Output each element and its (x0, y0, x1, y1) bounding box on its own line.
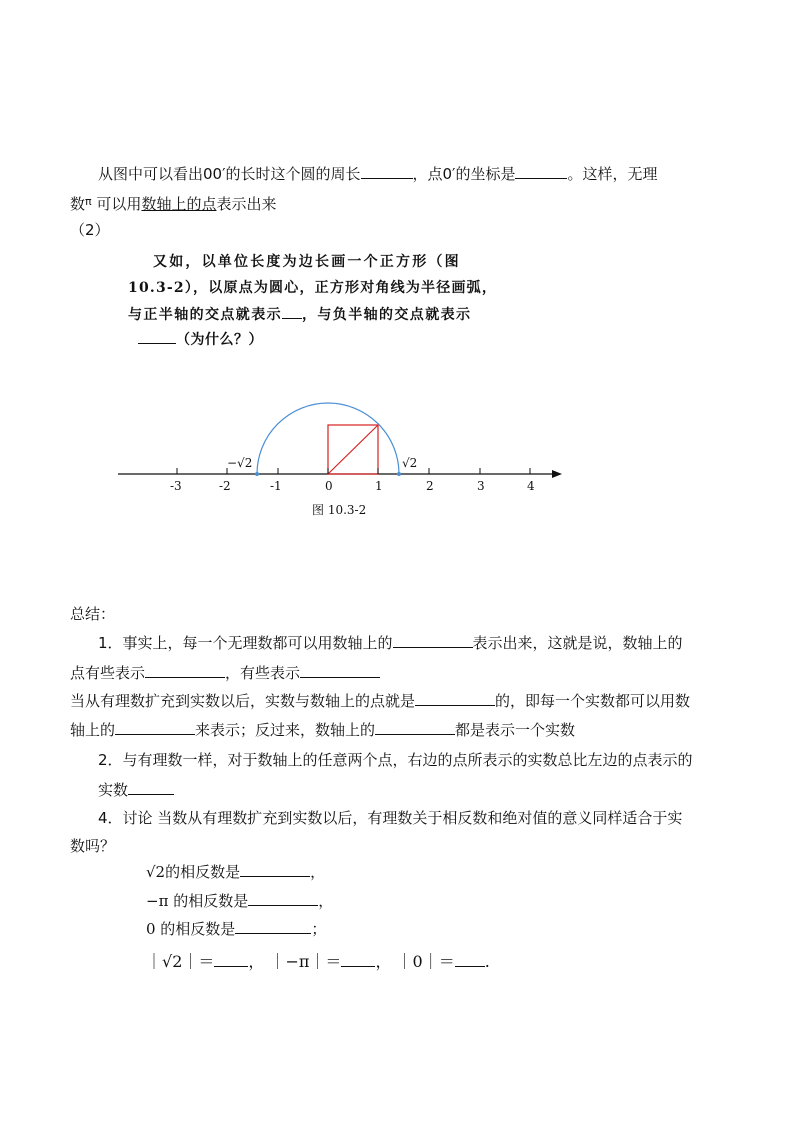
summary-p1-line1 (98, 632, 683, 653)
summary-p4-line2: 数吗？ (70, 837, 116, 855)
exercise-text: ｜−π｜＝ (269, 952, 342, 971)
example-why: （为什么？） (176, 332, 263, 348)
blank-correspondence[interactable] (415, 690, 495, 706)
blank-abs-zero[interactable] (455, 951, 485, 967)
punct: ， (248, 952, 265, 971)
blank-compare[interactable] (128, 779, 174, 795)
tick-label: 4 (527, 479, 535, 493)
pos-sqrt2-label: √2 (402, 456, 418, 470)
exercise-text: ｜√2｜＝ (146, 952, 215, 971)
figure-caption: 图 10.3-2 (312, 503, 367, 517)
blank-each-point[interactable] (375, 719, 455, 735)
punct: ； (311, 920, 327, 938)
summary-text: 轴上的 (70, 721, 116, 739)
punct: . (484, 952, 490, 971)
blank-represent-by[interactable] (115, 719, 195, 735)
para1-text-f: 表示出来 (216, 195, 277, 213)
number-line-figure (0, 0, 794, 530)
summary-p4-line1: 4．讨论 当数从有理数扩充到实数以后，有理数关于相反数和绝对值的意义同样适合于实 (98, 809, 683, 827)
summary-text: 来表示；反过来，数轴上的 (195, 721, 376, 739)
para1-text-d: 数 (70, 195, 86, 213)
tick-label: -1 (270, 479, 282, 493)
summary-text: 1．事实上，每一个无理数都可以用数轴上的 (98, 634, 393, 652)
summary-title: 总结： (70, 605, 116, 623)
summary-p1-line3 (70, 690, 690, 711)
blank-some-represent-1[interactable] (145, 662, 225, 678)
neg-sqrt2-label: −√2 (227, 456, 253, 470)
blank-points[interactable] (393, 632, 473, 648)
square-diagonal (328, 425, 378, 474)
exercise-q2 (146, 890, 333, 911)
item-2-label: （2） (70, 221, 110, 239)
point-pos-sqrt2 (397, 472, 401, 476)
tick-label: 3 (477, 479, 485, 493)
tick-label: 1 (375, 479, 383, 493)
summary-text: 的，即每一个实数都可以用数 (495, 692, 691, 710)
example-text-pos: 与正半轴的交点就表示 (128, 307, 282, 323)
punct: ， (310, 863, 326, 881)
punct: ， (318, 892, 334, 910)
blank-opposite-zero[interactable] (235, 918, 311, 934)
summary-p1-line4 (70, 719, 575, 740)
summary-p2-line1: 2．与有理数一样，对于数轴上的任意两个点，右边的点所表示的实数总比左边的点表示的 (98, 751, 693, 769)
summary-p2-line2 (98, 779, 174, 800)
example-line2: 10.3-2），以原点为圆心，正方形对角线为半径画弧， (128, 280, 498, 296)
exercise-abs (146, 951, 490, 972)
point-neg-sqrt2 (255, 472, 259, 476)
summary-p1-line2 (70, 662, 380, 683)
blank-opposite-sqrt2[interactable] (240, 861, 310, 877)
para1-text-c: 。这样，无理 (567, 165, 658, 183)
summary-text: ，有些表示 (225, 664, 301, 682)
tick-label: 2 (426, 479, 434, 493)
exercise-text: ｜0｜＝ (396, 952, 455, 971)
tick-label: 0 (325, 479, 333, 493)
exercise-q3 (146, 918, 326, 939)
exercise-text: 0 的相反数是 (146, 920, 236, 938)
blank-abs-neg-pi[interactable] (341, 951, 375, 967)
para1-text-e: 可以用 (96, 195, 142, 213)
summary-text: 当从有理数扩充到实数以后，实数与数轴上的点就是 (70, 692, 416, 710)
axis-arrow-icon (552, 470, 562, 478)
exercise-text: √2的相反数是 (146, 863, 241, 881)
exercise-text: −π 的相反数是 (146, 892, 249, 910)
punct: ， (375, 952, 392, 971)
blank-opposite-neg-pi[interactable] (248, 890, 318, 906)
underlined-number-line-point: 数轴上的点 (141, 195, 217, 213)
pi-symbol: π (85, 195, 92, 208)
blank-some-represent-2[interactable] (300, 662, 380, 678)
tick-label: -3 (170, 479, 182, 493)
exercise-q1 (146, 861, 325, 882)
example-line1: 又如，以单位长度为边长画一个正方形（图 (153, 254, 461, 270)
tick-label: -2 (219, 479, 231, 493)
summary-text: 点有些表示 (70, 664, 146, 682)
summary-text: 实数 (98, 781, 129, 799)
para1-text-a: 从图中可以看出00′的长时这个圆的周长 (98, 165, 361, 183)
blank-abs-sqrt2[interactable] (214, 951, 248, 967)
summary-text: 表示出来，这就是说，数轴上的 (472, 634, 683, 652)
example-text-neg: ，与负半轴的交点就表示 (302, 307, 472, 323)
para1-text-b: ，点0′的坐标是 (412, 165, 516, 183)
summary-text: 都是表示一个实数 (455, 721, 576, 739)
